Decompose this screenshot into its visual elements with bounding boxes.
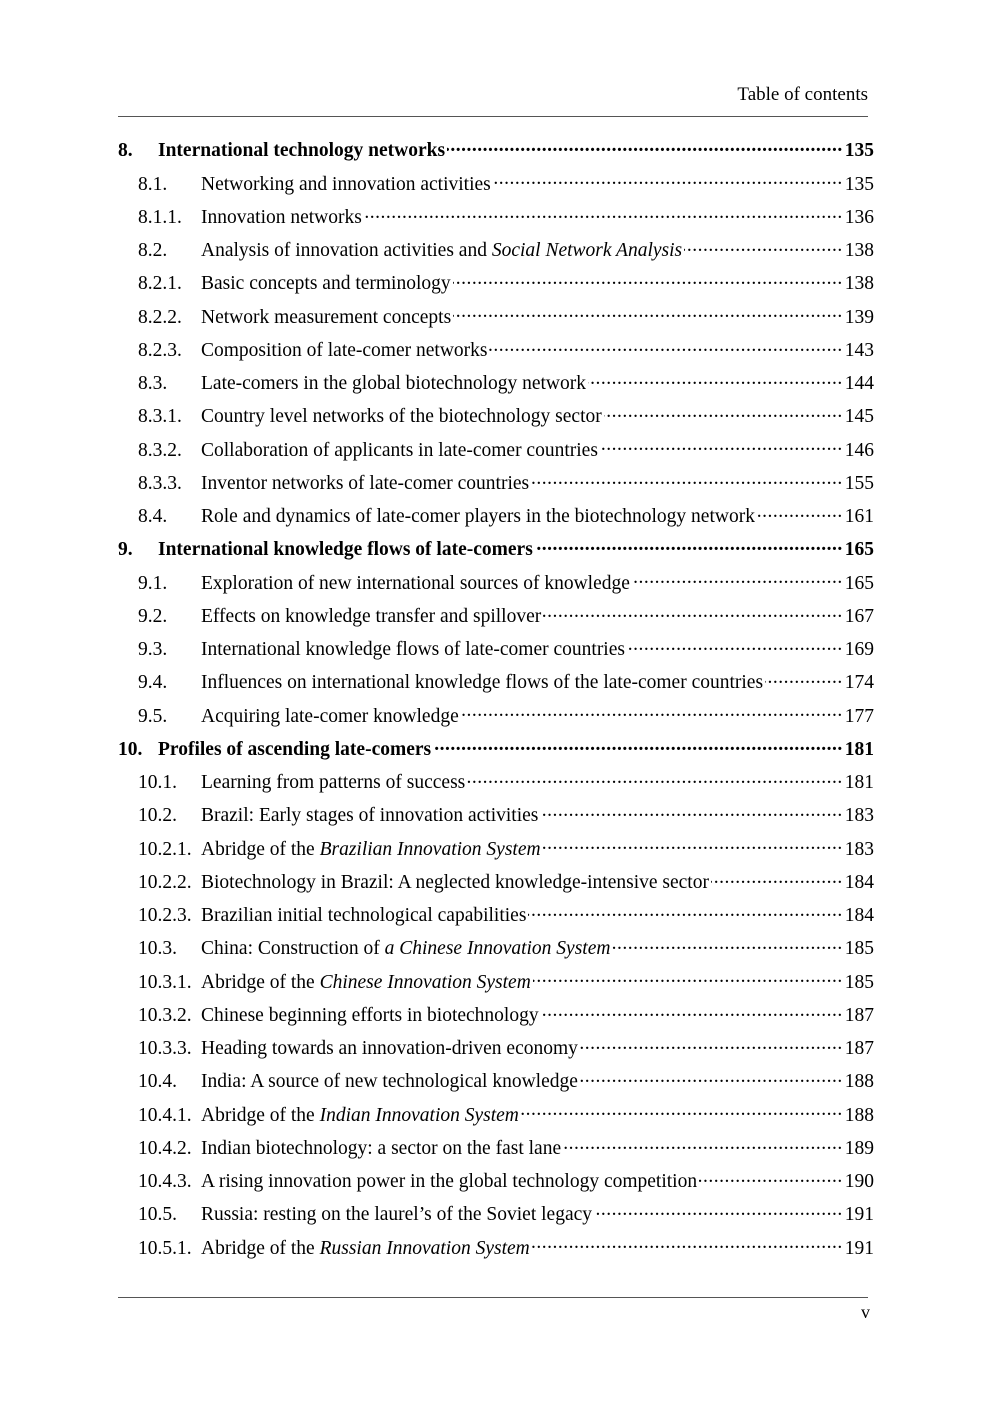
entry-title	[201, 670, 763, 696]
dot-leader	[493, 166, 843, 189]
entry-page-number: 146	[844, 439, 874, 461]
entry-title-part: Country level networks of the biotechnology sector	[201, 406, 602, 428]
page-number: v	[861, 1302, 870, 1322]
entry-title	[201, 1169, 697, 1195]
entry-page-number: 135	[844, 140, 874, 162]
entry-number: 8.3.	[138, 373, 168, 395]
entry-title	[201, 504, 755, 530]
entry-title-italic-part: Brazilian Innovation System	[319, 838, 541, 860]
entry-page-number: 187	[844, 1038, 874, 1060]
toc-section-entry[interactable]	[118, 399, 874, 432]
entry-title-part: Inventor networks of late-comer countries	[201, 472, 530, 494]
dot-leader	[521, 1097, 843, 1120]
toc-section-entry[interactable]	[118, 333, 874, 366]
entry-page-number: 144	[844, 373, 874, 395]
entry-page-number: 165	[844, 539, 874, 561]
entry-title	[201, 870, 709, 896]
entry-page-number: 161	[844, 506, 874, 528]
dot-leader	[627, 632, 843, 655]
entry-title	[201, 571, 630, 597]
entry-number: 9.5.	[138, 705, 168, 727]
toc-section-entry[interactable]	[118, 831, 874, 864]
entry-title-part: Learning from patterns of success	[201, 772, 466, 794]
toc-section-entry[interactable]	[118, 499, 874, 532]
entry-title-part: International knowledge flows of late-comer countries	[201, 639, 625, 661]
entry-title	[201, 338, 487, 364]
toc-section-entry[interactable]	[118, 299, 874, 332]
entry-number: 8.3.3.	[138, 472, 182, 494]
toc-section-entry[interactable]	[118, 998, 874, 1031]
entry-title-italic-part: Indian Innovation System	[319, 1104, 519, 1126]
toc-section-entry[interactable]	[118, 1197, 874, 1230]
dot-leader	[535, 532, 843, 555]
entry-page-number: 139	[844, 306, 874, 328]
entry-page-number: 136	[844, 206, 874, 228]
entry-number: 9.1.	[138, 572, 168, 594]
entry-number: 9.	[118, 539, 133, 561]
toc-section-entry[interactable]	[118, 1097, 874, 1130]
entry-number: 10.5.1.	[138, 1237, 192, 1259]
entry-number: 10.2.3.	[138, 905, 192, 927]
entry-title-part: Heading towards an innovation-driven economy	[201, 1038, 578, 1060]
entry-number: 10.3.1.	[138, 971, 192, 993]
entry-page-number: 145	[844, 406, 874, 428]
dot-leader	[684, 233, 843, 256]
entry-number: 10.2.2.	[138, 871, 192, 893]
entry-title-part: Abridge of the	[201, 971, 320, 993]
toc-section-entry[interactable]	[118, 266, 874, 299]
entry-title-part: Collaboration of applicants in late-comer countries	[201, 439, 598, 461]
entry-number: 8.2.	[138, 240, 168, 262]
entry-title-part: Network measurement concepts	[201, 306, 452, 328]
entry-title-italic-part: Social Network Analysis	[491, 240, 683, 262]
toc-section-entry[interactable]	[118, 466, 874, 499]
entry-number: 10.4.1.	[138, 1104, 192, 1126]
entry-title	[201, 1236, 530, 1262]
entry-number: 10.	[118, 738, 143, 760]
entry-number: 10.1.	[138, 772, 177, 794]
entry-title-part: Indian biotechnology: a sector on the fast lane	[201, 1137, 562, 1159]
entry-page-number: 138	[844, 240, 874, 262]
dot-leader	[632, 565, 843, 588]
entry-number: 10.3.2.	[138, 1004, 192, 1026]
toc-section-entry[interactable]	[118, 1064, 874, 1097]
entry-title-part: Exploration of new international sources of knowledge	[201, 572, 630, 594]
entry-title	[201, 803, 538, 829]
entry-title	[201, 238, 682, 264]
entry-page-number: 165	[844, 572, 874, 594]
entry-title	[201, 471, 529, 497]
entry-page-number: 183	[844, 838, 874, 860]
entry-title-part: Chinese beginning efforts in biotechnology	[201, 1004, 539, 1026]
toc-chapter-entry[interactable]	[118, 532, 874, 565]
entry-number: 8.1.	[138, 173, 168, 195]
toc-chapter-entry[interactable]	[118, 732, 874, 765]
entry-page-number: 191	[844, 1237, 874, 1259]
dot-leader	[543, 831, 843, 854]
entry-number: 10.4.2.	[138, 1137, 192, 1159]
entry-number: 8.3.2.	[138, 439, 182, 461]
toc-chapter-entry[interactable]	[118, 133, 874, 166]
toc-section-entry[interactable]	[118, 1031, 874, 1064]
entry-title-part: Acquiring late-comer knowledge	[201, 705, 459, 727]
entry-title	[158, 138, 445, 164]
entry-title	[201, 936, 610, 962]
entry-title-part: Brazilian initial technological capabilities	[201, 905, 527, 927]
dot-leader	[364, 200, 843, 223]
entry-title	[201, 271, 451, 297]
header-rule	[118, 116, 868, 117]
entry-title-part: Composition of late-comer networks	[201, 339, 488, 361]
entry-title-part: Russia: resting on the laurel’s of the Soviet legacy	[201, 1204, 592, 1226]
entry-number: 8.2.3.	[138, 339, 182, 361]
entry-number: 8.4.	[138, 506, 168, 528]
entry-title-part: Abridge of the	[201, 838, 320, 860]
toc-section-entry[interactable]	[118, 964, 874, 997]
entry-title-part: Influences on international knowledge flows of the late-comer countries	[201, 672, 764, 694]
entry-title	[201, 438, 598, 464]
entry-title	[201, 1136, 561, 1162]
entry-title-part: Innovation networks	[201, 206, 362, 228]
dot-leader	[467, 765, 843, 788]
entry-page-number: 184	[844, 905, 874, 927]
entry-title	[201, 970, 531, 996]
entry-title	[201, 1103, 519, 1129]
entry-number: 8.	[118, 140, 133, 162]
entry-number: 10.2.1.	[138, 838, 192, 860]
entry-page-number: 183	[844, 805, 874, 827]
dot-leader	[600, 432, 843, 455]
entry-page-number: 187	[844, 1004, 874, 1026]
dot-leader	[489, 333, 842, 356]
entry-title-part: Analysis of innovation activities and	[201, 240, 492, 262]
entry-title-part: A rising innovation power in the global technology competition	[201, 1171, 698, 1193]
toc-section-entry[interactable]	[118, 1131, 874, 1164]
entry-page-number: 138	[844, 273, 874, 295]
dot-leader	[433, 732, 843, 755]
entry-title	[201, 770, 465, 796]
entry-number: 9.4.	[138, 672, 168, 694]
entry-title	[201, 371, 586, 397]
entry-title	[201, 604, 541, 630]
entry-page-number: 188	[844, 1104, 874, 1126]
toc-section-entry[interactable]	[118, 233, 874, 266]
toc-section-entry[interactable]	[118, 1230, 874, 1263]
entry-title-part: Late-comers in the global biotechnology network	[201, 373, 587, 395]
entry-page-number: 190	[844, 1171, 874, 1193]
dot-leader	[453, 266, 843, 289]
entry-title-part: Basic concepts and terminology	[201, 273, 451, 295]
entry-title-part: Abridge of the	[201, 1104, 320, 1126]
table-of-contents	[118, 133, 874, 1264]
entry-page-number: 174	[844, 672, 874, 694]
dot-leader	[533, 964, 843, 987]
dot-leader	[604, 399, 843, 422]
entry-title	[201, 704, 459, 730]
entry-page-number: 185	[844, 938, 874, 960]
toc-section-entry[interactable]	[118, 1164, 874, 1197]
toc-section-entry[interactable]	[118, 200, 874, 233]
toc-section-entry[interactable]	[118, 931, 874, 964]
entry-title-part: International technology networks	[158, 140, 446, 162]
toc-section-entry[interactable]	[118, 698, 874, 731]
dot-leader	[757, 499, 843, 522]
entry-page-number: 188	[844, 1071, 874, 1093]
dot-leader	[528, 898, 842, 921]
entry-title	[201, 837, 541, 863]
entry-title	[158, 737, 431, 763]
entry-title-part: Role and dynamics of late-comer players in the biotechnology network	[201, 506, 755, 528]
entry-title-part: Networking and innovation activities	[201, 173, 491, 195]
toc-section-entry[interactable]	[118, 865, 874, 898]
entry-title-part: Effects on knowledge transfer and spillover	[201, 605, 542, 627]
entry-title	[201, 172, 491, 198]
toc-section-entry[interactable]	[118, 166, 874, 199]
entry-number: 10.2.	[138, 805, 177, 827]
entry-number: 9.2.	[138, 605, 168, 627]
dot-leader	[612, 931, 842, 954]
entry-title	[201, 1069, 578, 1095]
entry-title	[201, 903, 526, 929]
dot-leader	[580, 1064, 843, 1087]
entry-page-number: 189	[844, 1137, 874, 1159]
dot-leader	[543, 599, 843, 622]
entry-title-part: India: A source of new technological knowledge	[201, 1071, 578, 1093]
entry-title-part: Brazil: Early stages of innovation activities	[201, 805, 539, 827]
entry-title-part: Abridge of the	[201, 1237, 320, 1259]
entry-title	[201, 637, 625, 663]
entry-title	[201, 1003, 539, 1029]
toc-section-entry[interactable]	[118, 565, 874, 598]
dot-leader	[541, 998, 843, 1021]
entry-page-number: 184	[844, 871, 874, 893]
entry-number: 8.2.1.	[138, 273, 182, 295]
entry-title	[158, 537, 533, 563]
dot-leader	[540, 798, 842, 821]
dot-leader	[563, 1131, 843, 1154]
entry-page-number: 181	[844, 738, 874, 760]
entry-page-number: 181	[844, 772, 874, 794]
entry-number: 10.3.	[138, 938, 177, 960]
entry-number: 10.5.	[138, 1204, 177, 1226]
entry-title	[201, 1202, 592, 1228]
entry-number: 9.3.	[138, 639, 168, 661]
entry-page-number: 169	[844, 639, 874, 661]
toc-section-entry[interactable]	[118, 366, 874, 399]
toc-section-entry[interactable]	[118, 599, 874, 632]
entry-title-part: China: Construction of	[201, 938, 385, 960]
entry-title-part: International knowledge flows of late-comers	[158, 539, 533, 561]
entry-title	[201, 404, 602, 430]
dot-leader	[461, 698, 843, 721]
dot-leader	[765, 665, 843, 688]
entry-page-number: 155	[844, 472, 874, 494]
dot-leader	[580, 1031, 843, 1054]
entry-title-italic-part: Chinese Innovation System	[319, 971, 531, 993]
entry-page-number: 191	[844, 1204, 874, 1226]
entry-title-italic-part: Russian Innovation System	[319, 1237, 530, 1259]
running-header: Table of contents	[737, 84, 868, 105]
dot-leader	[699, 1164, 843, 1187]
entry-page-number: 135	[844, 173, 874, 195]
footer-rule	[118, 1297, 868, 1298]
entry-page-number: 167	[844, 605, 874, 627]
dot-leader	[588, 366, 843, 389]
toc-section-entry[interactable]	[118, 765, 874, 798]
dot-leader	[711, 865, 843, 888]
toc-section-entry[interactable]	[118, 798, 874, 831]
entry-number: 8.3.1.	[138, 406, 182, 428]
entry-number: 10.3.3.	[138, 1038, 192, 1060]
dot-leader	[532, 1230, 843, 1253]
entry-title	[201, 305, 451, 331]
entry-title-part: Biotechnology in Brazil: A neglected knowledge-intensive sector	[201, 871, 709, 893]
entry-page-number: 185	[844, 971, 874, 993]
entry-title-italic-part: a Chinese Innovation System	[384, 938, 611, 960]
entry-title	[201, 1036, 578, 1062]
entry-number: 8.1.1.	[138, 206, 182, 228]
entry-title-part: Profiles of ascending late-comers	[158, 738, 432, 760]
toc-section-entry[interactable]	[118, 898, 874, 931]
entry-page-number: 143	[844, 339, 874, 361]
entry-number: 10.4.3.	[138, 1171, 192, 1193]
toc-section-entry[interactable]	[118, 432, 874, 465]
entry-title	[201, 205, 362, 231]
toc-section-entry[interactable]	[118, 632, 874, 665]
entry-number: 10.4.	[138, 1071, 177, 1093]
entry-page-number: 177	[844, 705, 874, 727]
dot-leader	[531, 466, 843, 489]
dot-leader	[594, 1197, 843, 1220]
toc-section-entry[interactable]	[118, 665, 874, 698]
dot-leader	[447, 133, 843, 156]
entry-number: 8.2.2.	[138, 306, 182, 328]
dot-leader	[453, 299, 843, 322]
